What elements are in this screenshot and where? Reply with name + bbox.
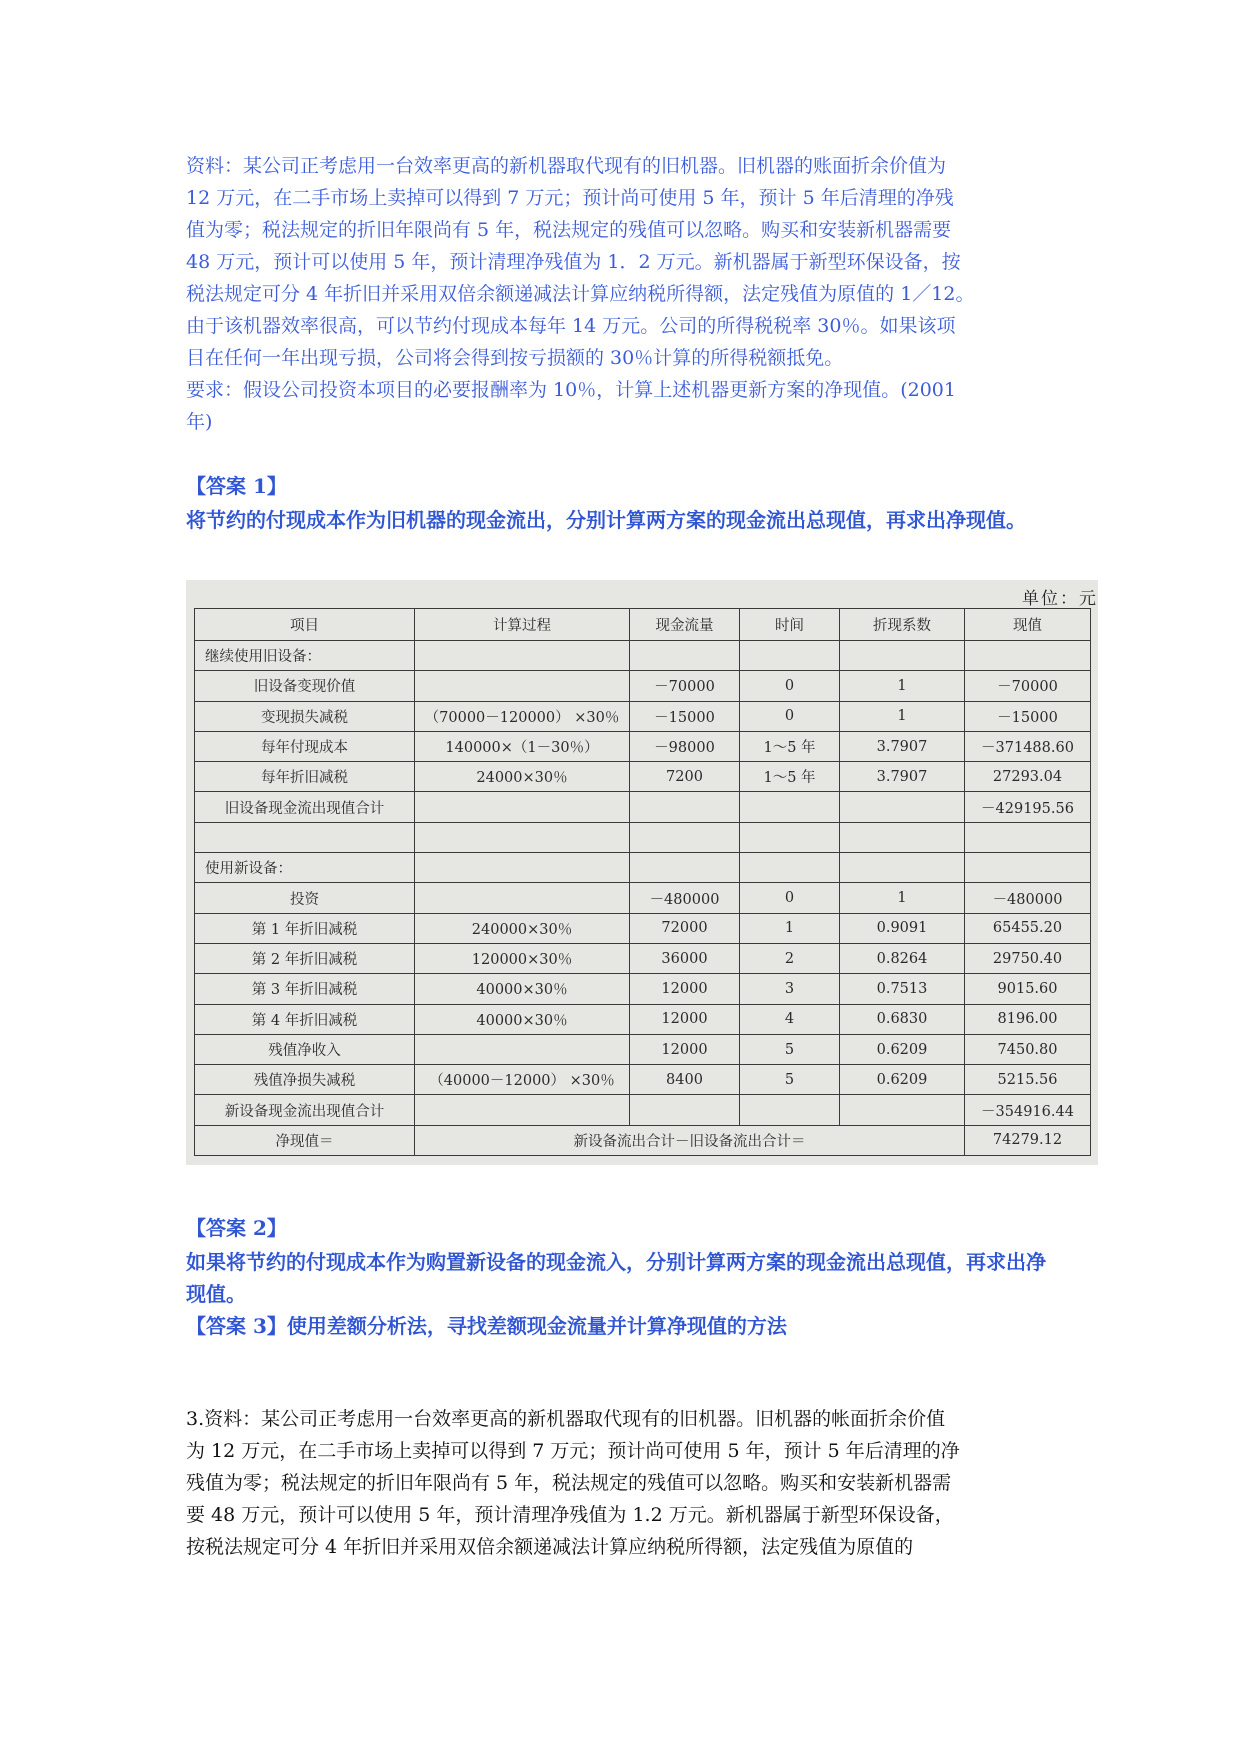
table-cell: －354916.44 [965,1095,1091,1125]
table-cell: 残值净收入 [195,1034,415,1064]
table-cell: 0 [740,671,840,701]
table-cell [740,792,840,822]
question3-line: 要 48 万元，预计可以使用 5 年，预计清理净残值为 1.2 万元。新机器属于新型环保设备， [186,1504,954,1526]
table-cell: 第 2 年折旧减税 [195,943,415,973]
table-cell [630,853,740,883]
table-cell: 新设备现金流出现值合计 [195,1095,415,1125]
table-cell: 0.7513 [840,974,965,1004]
table-cell: 9015.60 [965,974,1091,1004]
table-cell [415,822,630,852]
table-cell: 0.8264 [840,943,965,973]
table-cell: 使用新设备： [195,853,415,883]
table-cell: 0.6209 [840,1034,965,1064]
table-cell [965,853,1091,883]
table-row [195,1065,1091,1095]
intro-line: 税法规定可分 4 年折旧并采用双倍余额递减法计算应纳税所得额，法定残值为原值的 1／12。 [186,283,975,305]
table-cell: 0 [740,883,840,913]
table-cell [415,1034,630,1064]
table-cell: 0.6830 [840,1004,965,1034]
table-cell: 27293.04 [965,762,1091,792]
table-cell: 3.7907 [840,731,965,761]
table-cell: 3.7907 [840,762,965,792]
table-cell: 240000×30％ [415,913,630,943]
intro-line: 12 万元，在二手市场上卖掉可以得到 7 万元；预计尚可使用 5 年，预计 5 年后清理的净残 [186,187,954,209]
header-cell: 项目 [195,609,415,641]
answer1-title: 【答案 1】 [186,474,287,498]
table-row [195,913,1091,943]
table-cell: 1 [840,671,965,701]
table-cell: 残值净损失减税 [195,1065,415,1095]
table-cell: 第 4 年折旧减税 [195,1004,415,1034]
table-cell: 120000×30％ [415,943,630,973]
question3-line: 残值为零；税法规定的折旧年限尚有 5 年，税法规定的残值可以忽略。购买和安装新机器需 [186,1472,952,1494]
table-cell: 每年付现成本 [195,731,415,761]
answer3-text: 【答案 3】使用差额分析法，寻找差额现金流量并计算净现值的方法 [186,1314,787,1338]
scanned-table-image [186,580,1098,1165]
table-row [195,671,1091,701]
table-cell [415,671,630,701]
question3-line: 按税法规定可分 4 年折旧并采用双倍余额递减法计算应纳税所得额，法定残值为原值的 [186,1536,914,1558]
table-cell: 4 [740,1004,840,1034]
table-cell: 第 3 年折旧减税 [195,974,415,1004]
table-cell [630,641,740,671]
table-cell [840,822,965,852]
table-row [195,641,1091,671]
table-cell: 74279.12 [965,1125,1091,1155]
table-cell [965,641,1091,671]
answer2-title: 【答案 2】 [186,1216,287,1240]
table-cell [740,1095,840,1125]
table-cell: －371488.60 [965,731,1091,761]
table-cell [840,641,965,671]
table-cell: 1 [840,883,965,913]
table-cell [415,853,630,883]
table-row [195,1095,1091,1125]
table-row [195,762,1091,792]
table-cell: 12000 [630,1004,740,1034]
table-cell: 8400 [630,1065,740,1095]
header-cell: 折现系数 [840,609,965,641]
table-cell: 变现损失减税 [195,701,415,731]
table-cell [630,1095,740,1125]
table-row [195,792,1091,822]
table-cell: 140000×（1－30％） [415,731,630,761]
table-cell [195,822,415,852]
table-cell: 净现值＝ [195,1125,415,1155]
table-row [195,701,1091,731]
intro-line: 由于该机器效率很高，可以节约付现成本每年 14 万元。公司的所得税税率 30％。如果该项 [186,315,956,337]
table-cell: 0.6209 [840,1065,965,1095]
table-cell [415,1095,630,1125]
npv-table [194,608,1091,1156]
table-cell [840,853,965,883]
table-cell [965,822,1091,852]
table-row [195,974,1091,1004]
table-row [195,1034,1091,1064]
table-cell: 旧设备变现价值 [195,671,415,701]
table-cell: 36000 [630,943,740,973]
table-cell: 29750.40 [965,943,1091,973]
table-cell: 0 [740,701,840,731]
question3-line: 3.资料：某公司正考虑用一台效率更高的新机器取代现有的旧机器。旧机器的帐面折余价值 [186,1408,946,1430]
table-cell: －70000 [630,671,740,701]
table-cell: 5215.56 [965,1065,1091,1095]
table-cell: 旧设备现金流出现值合计 [195,792,415,822]
table-cell: 65455.20 [965,913,1091,943]
table-cell: 5 [740,1065,840,1095]
table-cell: 投资 [195,883,415,913]
table-cell: 1 [840,701,965,731]
table-cell: 1 [740,913,840,943]
table-cell: －15000 [630,701,740,731]
table-cell: －70000 [965,671,1091,701]
table-cell: －15000 [965,701,1091,731]
intro-line: 年) [186,411,213,433]
intro-line: 要求：假设公司投资本项目的必要报酬率为 10％，计算上述机器更新方案的净现值。(2001 [186,379,956,401]
table-row [195,731,1091,761]
table-row [195,943,1091,973]
table-cell: 新设备流出合计－旧设备流出合计＝ [415,1125,965,1155]
table-cell [630,822,740,852]
table-cell: 8196.00 [965,1004,1091,1034]
table-cell: 第 1 年折旧减税 [195,913,415,943]
table-cell [740,822,840,852]
header-cell: 计算过程 [415,609,630,641]
table-cell: 72000 [630,913,740,943]
table-cell: （40000－12000） ×30％ [415,1065,630,1095]
intro-line: 值为零；税法规定的折旧年限尚有 5 年，税法规定的残值可以忽略。购买和安装新机器需要 [186,219,952,241]
table-cell: （70000－120000） ×30％ [415,701,630,731]
intro-paragraph [186,150,1056,438]
table-cell: 12000 [630,1034,740,1064]
table-cell: 1～5 年 [740,731,840,761]
table-cell [415,641,630,671]
table-row [195,1004,1091,1034]
table-cell: 24000×30％ [415,762,630,792]
table-row-net-present-value [195,1125,1091,1155]
table-cell [415,792,630,822]
table-row [195,853,1091,883]
table-cell: －480000 [630,883,740,913]
question3-paragraph [186,1403,1056,1563]
table-cell [415,883,630,913]
table-cell: －480000 [965,883,1091,913]
table-cell [740,641,840,671]
table-cell: 继续使用旧设备： [195,641,415,671]
table-cell: 3 [740,974,840,1004]
table-unit-label: 单位：元 [1022,589,1098,609]
table-row [195,883,1091,913]
header-cell: 现值 [965,609,1091,641]
header-cell: 时间 [740,609,840,641]
table-row [195,822,1091,852]
answer1-description: 将节约的付现成本作为旧机器的现金流出，分别计算两方案的现金流出总现值，再求出净现值。 [186,508,1026,532]
table-cell [840,792,965,822]
table-cell: 2 [740,943,840,973]
table-cell: 0.9091 [840,913,965,943]
table-cell: 7450.80 [965,1034,1091,1064]
table-cell [840,1095,965,1125]
table-cell: －98000 [630,731,740,761]
table-cell: 7200 [630,762,740,792]
table-cell [740,853,840,883]
header-cell: 现金流量 [630,609,740,641]
table-cell: －429195.56 [965,792,1091,822]
table-cell: 40000×30％ [415,1004,630,1034]
table-cell: 1～5 年 [740,762,840,792]
table-cell: 每年折旧减税 [195,762,415,792]
table-cell: 5 [740,1034,840,1064]
answer2-description: 如果将节约的付现成本作为购置新设备的现金流入，分别计算两方案的现金流出总现值，再求出净现值。 [186,1250,1046,1306]
table-cell [630,792,740,822]
table-header-row [195,609,1091,641]
intro-line: 资料：某公司正考虑用一台效率更高的新机器取代现有的旧机器。旧机器的账面折余价值为 [186,155,947,177]
intro-line: 48 万元，预计可以使用 5 年，预计清理净残值为 1．2 万元。新机器属于新型环保设备，按 [186,251,961,273]
question3-line: 为 12 万元，在二手市场上卖掉可以得到 7 万元；预计尚可使用 5 年，预计 5 年后清理的净 [186,1440,960,1462]
table-cell: 12000 [630,974,740,1004]
table-cell: 40000×30％ [415,974,630,1004]
intro-line: 目在任何一年出现亏损，公司将会得到按亏损额的 30％计算的所得税额抵免。 [186,347,844,369]
